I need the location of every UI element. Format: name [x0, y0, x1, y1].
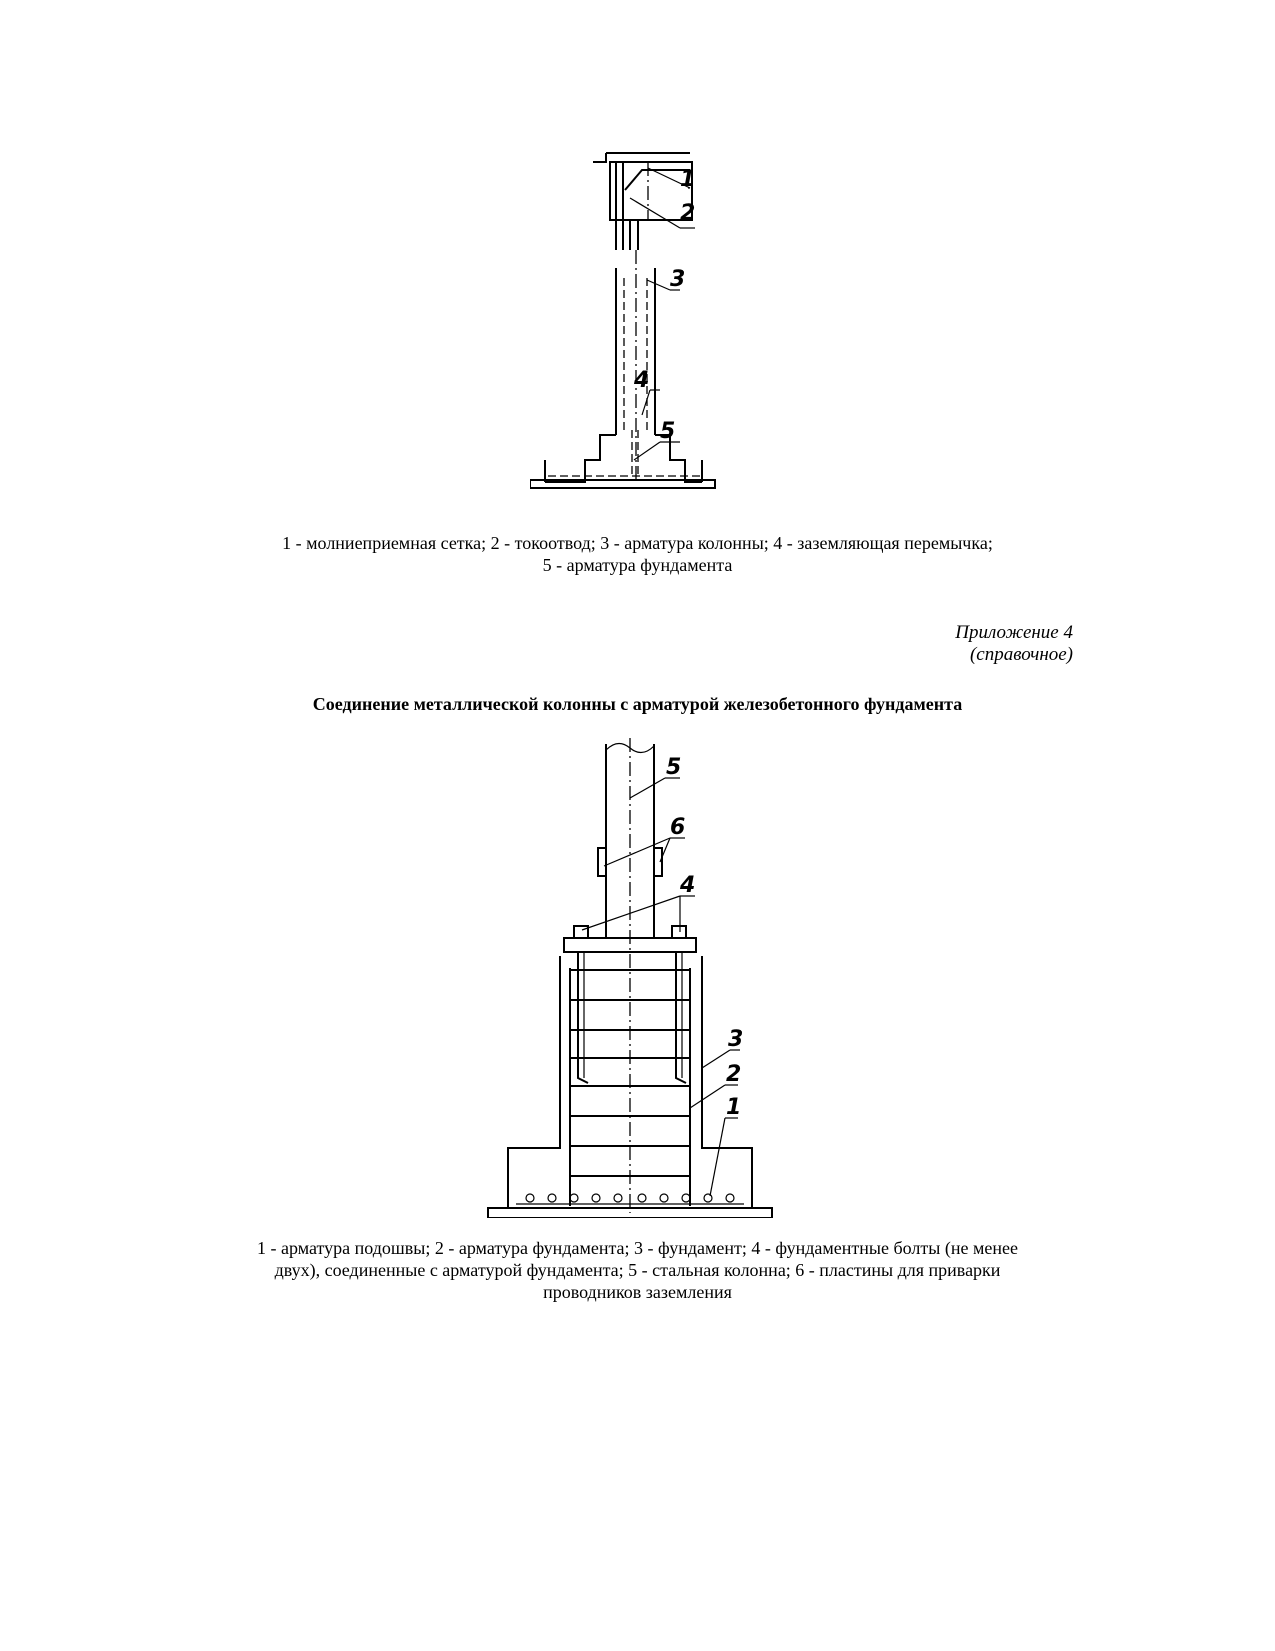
callout-2: 2 [726, 1062, 742, 1087]
figure1-caption [180, 532, 1095, 576]
caption2-line2: двух), соединенные с арматурой фундамента; 5 - стальная колонна; 6 - пластины для приварки [274, 1260, 1001, 1280]
callout-5: 5 [666, 755, 682, 780]
caption1-line2: 5 - арматура фундамента [542, 555, 733, 575]
section-title: Соединение металлической колонны с арматурой железобетонного фундамента [312, 694, 963, 714]
figure-column-grounding [530, 150, 730, 510]
appendix-title: Приложение 4 [955, 622, 1073, 643]
callout-1: 1 [726, 1095, 742, 1120]
callout-3: 3 [728, 1027, 744, 1052]
figure-steel-column-foundation [480, 738, 780, 1218]
figure1-drawing [530, 150, 730, 510]
appendix-label [955, 622, 1073, 666]
caption2-line1: 1 - арматура подошвы; 2 - арматура фундамента; 3 - фундамент; 4 - фундаментные болты (не менее [257, 1238, 1018, 1258]
caption1-line1: 1 - молниеприемная сетка; 2 - токоотвод; 3 - арматура колонны; 4 - заземляющая перемычка; [282, 533, 993, 553]
callout-3: 3 [670, 267, 686, 292]
figure2-drawing [480, 738, 780, 1218]
callout-2: 2 [680, 201, 696, 226]
callout-6: 6 [670, 815, 686, 840]
callout-4: 4 [634, 368, 650, 393]
figure2-caption [180, 1237, 1095, 1303]
callout-1: 1 [680, 167, 696, 192]
appendix-subtitle: (справочное) [969, 644, 1073, 665]
callout-4: 4 [680, 873, 696, 898]
caption2-line3: проводников заземления [543, 1282, 732, 1302]
callout-5: 5 [660, 419, 676, 444]
